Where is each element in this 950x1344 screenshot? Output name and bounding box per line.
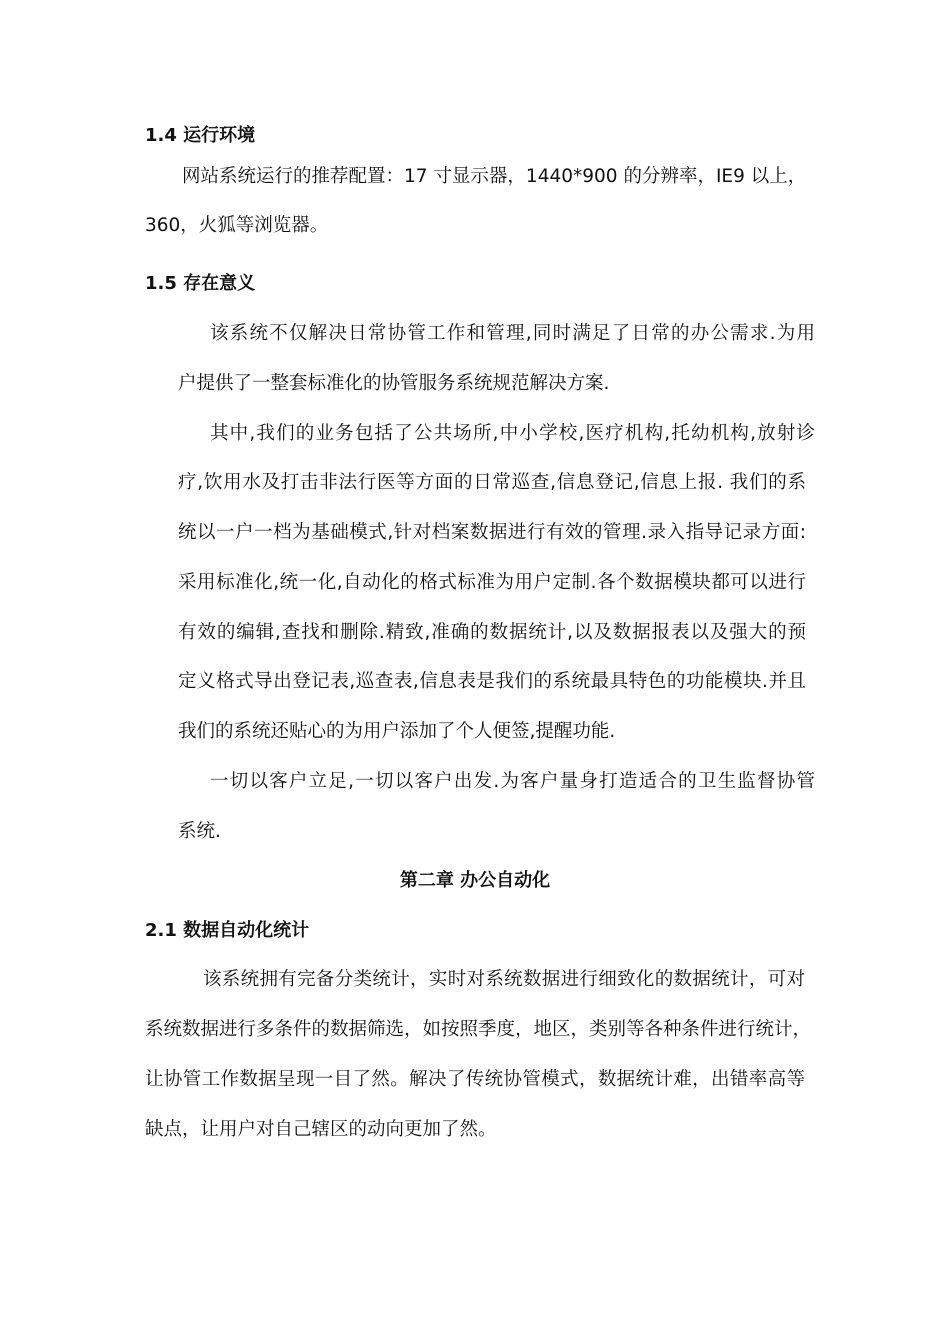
paragraph-line: 该系统不仅解决日常协管工作和管理,同时满足了日常的办公需求.为用 (210, 323, 815, 344)
section-heading-1-4: 1.4 运行环境 (145, 125, 256, 146)
section-heading-1-5: 1.5 存在意义 (145, 273, 256, 294)
paragraph-line: 户提供了一整套标准化的协管服务系统规范解决方案. (178, 373, 610, 394)
section-heading-2-1: 2.1 数据自动化统计 (145, 920, 310, 941)
paragraph-line: 让协管工作数据呈现一目了然。解决了传统协管模式，数据统计难，出错率高等 (145, 1069, 805, 1090)
paragraph-line: 一切以客户立足,一切以客户出发.为客户量身打造适合的卫生监督协管 (210, 771, 815, 792)
paragraph-line: 统以一户一档为基础模式,针对档案数据进行有效的管理.录入指导记录方面: (178, 522, 806, 543)
paragraph-line: 缺点，让用户对自己辖区的动向更加了然。 (145, 1119, 497, 1140)
paragraph-line: 其中,我们的业务包括了公共场所,中小学校,医疗机构,托幼机构,放射诊 (210, 423, 815, 444)
paragraph-line: 定义格式导出登记表,巡查表,信息表是我们的系统最具特色的功能模块.并且 (178, 671, 806, 692)
paragraph-line: 有效的编辑,查找和删除.精致,准确的数据统计,以及数据报表以及强大的预 (178, 622, 806, 643)
paragraph-line: 网站系统运行的推荐配置：17 寸显示器，1440*900 的分辨率，IE9 以上， (182, 166, 807, 187)
paragraph-line: 系统数据进行多条件的数据筛选，如按照季度，地区，类别等各种条件进行统计， (145, 1019, 812, 1040)
paragraph-line: 疗,饮用水及打击非法行医等方面的日常巡查,信息登记,信息上报. 我们的系 (178, 472, 806, 493)
chapter-title: 第二章 办公自动化 (399, 870, 551, 891)
paragraph-line: 系统. (178, 821, 221, 842)
paragraph-line: 采用标准化,统一化,自动化的格式标准为用户定制.各个数据模块都可以进行 (178, 572, 806, 593)
paragraph-line: 360，火狐等浏览器。 (145, 215, 329, 236)
paragraph-line: 我们的系统还贴心的为用户添加了个人便签,提醒功能. (178, 721, 616, 742)
paragraph-line: 该系统拥有完备分类统计，实时对系统数据进行细致化的数据统计，可对 (203, 969, 805, 990)
